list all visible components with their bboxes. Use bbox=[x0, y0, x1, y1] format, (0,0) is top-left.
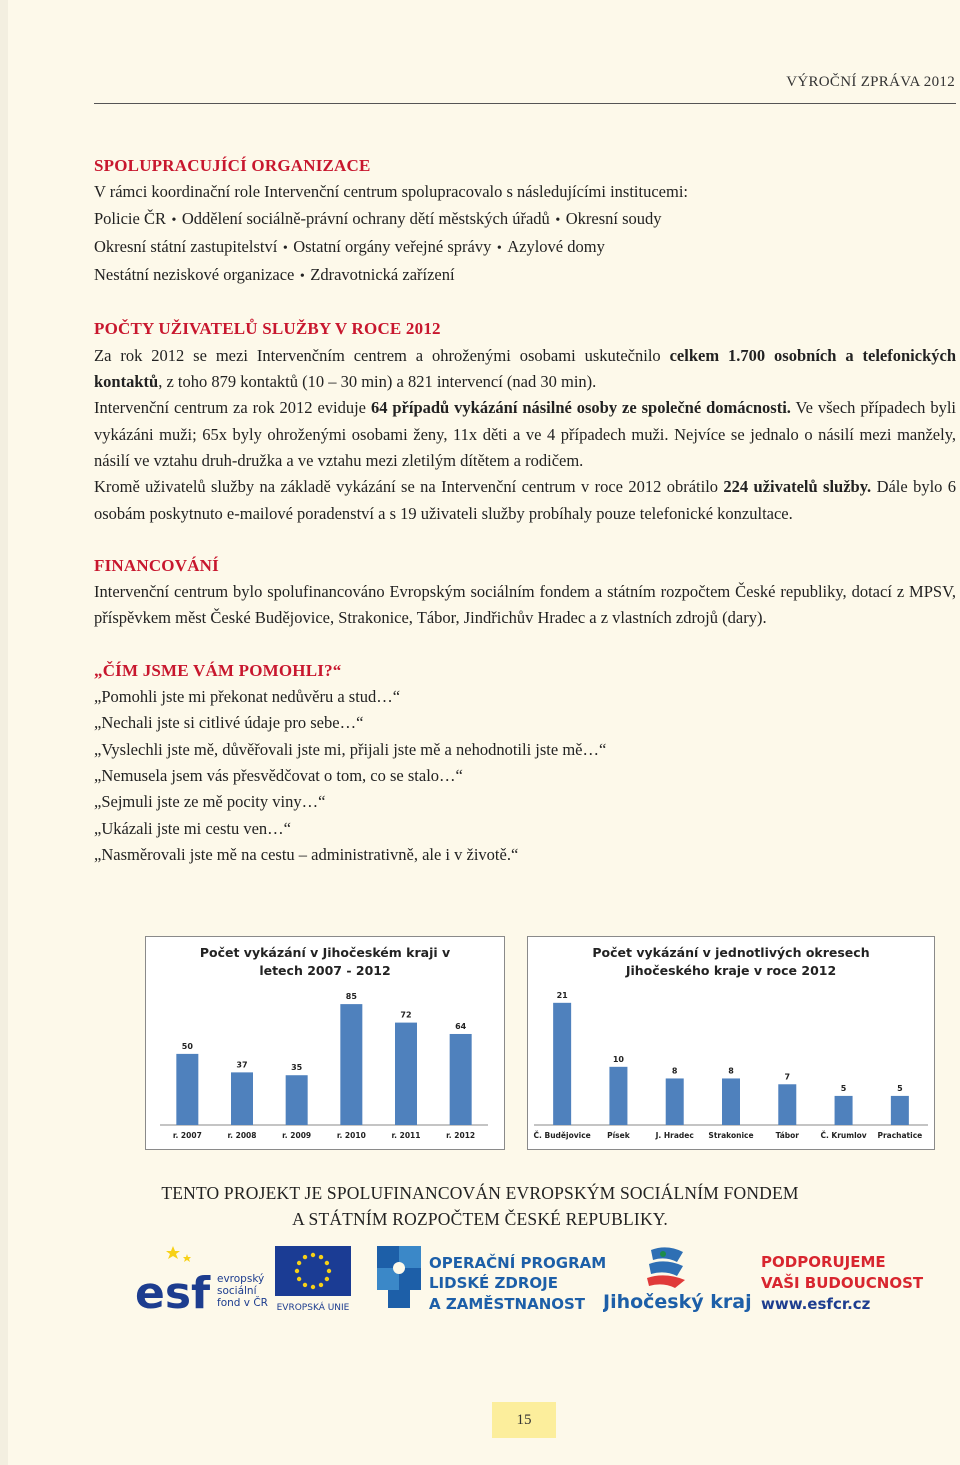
eu-star-icon bbox=[325, 1277, 329, 1281]
eu-star-icon bbox=[319, 1283, 323, 1287]
quote: „Nemusela jsem vás přesvědčovat o tom, co se stalo…“ bbox=[94, 765, 463, 785]
bar bbox=[286, 1075, 308, 1125]
esf-text: evropský bbox=[217, 1273, 265, 1285]
data-label: 50 bbox=[181, 1041, 193, 1051]
slogan-text: PODPORUJEME bbox=[761, 1253, 886, 1271]
eu-star-icon bbox=[327, 1269, 331, 1273]
main-content bbox=[94, 153, 956, 868]
bar bbox=[450, 1034, 472, 1125]
quote: „Nechali jste si citlivé údaje pro sebe…“ bbox=[94, 713, 364, 733]
page-number: 15 bbox=[492, 1402, 556, 1438]
op-text: LIDSKÉ ZDROJE bbox=[429, 1274, 558, 1292]
text-run: Dále bylo 6 osobám poskytnuto e-mailové poradenství a s 19 uživateli služby probíhaly pouze telefonické konzultace. bbox=[94, 477, 957, 523]
bar bbox=[722, 1078, 740, 1125]
partners-heading: SPOLUPRACUJÍCÍ ORGANIZACE bbox=[94, 156, 371, 175]
category-label: Č. Krumlov bbox=[820, 1131, 867, 1140]
category-label: Písek bbox=[607, 1131, 630, 1140]
data-label: 7 bbox=[784, 1072, 791, 1082]
data-label: 64 bbox=[455, 1021, 467, 1031]
partner-item: Policie ČR bbox=[94, 208, 166, 228]
category-label: Prachatice bbox=[877, 1131, 923, 1140]
bar bbox=[553, 1003, 571, 1125]
text-emphasis: 64 případů vykázání násilné osoby ze společné domácnosti. bbox=[370, 398, 791, 418]
page-edge bbox=[0, 0, 8, 1465]
data-label: 5 bbox=[897, 1083, 903, 1093]
category-label: r. 2008 bbox=[227, 1131, 257, 1140]
data-label: 85 bbox=[345, 992, 357, 1002]
eu-star-icon bbox=[303, 1255, 307, 1259]
users-paragraph-1 bbox=[94, 343, 956, 396]
partner-item: Azylové domy bbox=[507, 236, 605, 256]
text-run: Kromě uživatelů služby na základě vykázání se na Intervenční centrum v roce 2012 obrátilo bbox=[94, 477, 719, 497]
category-label: r. 2007 bbox=[172, 1131, 202, 1140]
partners-row bbox=[94, 234, 956, 262]
category-label: r. 2010 bbox=[336, 1131, 366, 1140]
chart-title: letech 2007 - 2012 bbox=[259, 963, 391, 978]
eu-logo bbox=[273, 1242, 355, 1314]
eu-star-icon bbox=[303, 1283, 307, 1287]
data-label: 35 bbox=[291, 1063, 303, 1073]
text-run: , z toho 879 kontaktů (10 – 30 min) a 821 intervencí (nad 30 min). bbox=[158, 372, 597, 392]
category-label: Strakonice bbox=[708, 1131, 754, 1140]
partners-row bbox=[94, 262, 956, 290]
data-label: 8 bbox=[671, 1066, 678, 1076]
users-paragraph-2 bbox=[94, 395, 956, 474]
text-run: Nejvíce se jednalo o násilí mezi manžely, násilí ve vztahu druh-družka a ve vztahu mezi zletilým dítětem a rodičem. bbox=[94, 424, 957, 470]
text-run: Intervenční centrum za rok 2012 eviduje bbox=[94, 398, 367, 418]
eu-star-icon bbox=[297, 1261, 301, 1265]
quote: „Sejmuli jste ze mě pocity viny…“ bbox=[94, 792, 326, 812]
chart-yearly-svg bbox=[146, 937, 504, 1149]
quote: „Vyslechli jste mě, důvěřovali jste mi, přijali jste mě a nehodnotili jste mě…“ bbox=[94, 739, 607, 759]
bar bbox=[609, 1067, 627, 1125]
star-icon bbox=[166, 1246, 191, 1262]
bar bbox=[176, 1054, 198, 1125]
puzzle-icon bbox=[377, 1246, 421, 1308]
text-emphasis: 224 uživatelů služby. bbox=[723, 477, 872, 497]
charts-row bbox=[145, 936, 935, 1152]
cofinancing-statement bbox=[0, 1180, 960, 1232]
users-heading: POČTY UŽIVATELŮ SLUŽBY V ROCE 2012 bbox=[94, 319, 441, 339]
kraj-text: Jihočeský kraj bbox=[603, 1291, 751, 1313]
op-lzz-graphic bbox=[375, 1242, 605, 1314]
esf-mark: esf bbox=[135, 1268, 211, 1314]
text-run: Ve všech případech byli vykázáni muži; 65x byly ohroženými osobami ženy, 11x děti a ve 4 případech muži. bbox=[94, 398, 956, 444]
eu-text: EVROPSKÁ UNIE bbox=[276, 1303, 350, 1313]
funding-text: Intervenční centrum bylo spolufinancováno Evropským sociálním fondem a státním rozpočtem České republiky, dotací z MPSV, příspěvkem měst České Budějovice, Strakonice, Tábor, Jindřichův Hradec a z vlastních zdrojů (dary). bbox=[94, 582, 956, 628]
category-label: Tábor bbox=[775, 1131, 800, 1140]
slogan-web: www.esfcr.cz bbox=[761, 1295, 871, 1313]
eu-star-icon bbox=[311, 1285, 315, 1289]
slogan-graphic bbox=[759, 1242, 925, 1314]
bullet-icon: • bbox=[167, 212, 180, 228]
op-lzz-logo bbox=[375, 1242, 605, 1314]
running-title: VÝROČNÍ ZPRÁVA 2012 bbox=[786, 74, 955, 90]
bullet-icon: • bbox=[493, 240, 506, 256]
esf-text: fond v ČR bbox=[217, 1297, 268, 1309]
jihocesky-kraj-graphic bbox=[603, 1242, 751, 1314]
bar bbox=[231, 1072, 253, 1125]
esf-text: sociální bbox=[217, 1285, 257, 1297]
chart-districts-svg bbox=[528, 937, 934, 1149]
slogan-logo bbox=[759, 1242, 925, 1314]
op-text: OPERAČNÍ PROGRAM bbox=[429, 1254, 605, 1272]
users-paragraph-3 bbox=[94, 474, 956, 527]
eu-star-icon bbox=[319, 1255, 323, 1259]
logo-strip bbox=[135, 1242, 925, 1317]
data-label: 8 bbox=[728, 1066, 734, 1076]
eu-flag-icon bbox=[273, 1242, 355, 1314]
partner-item: Okresní státní zastupitelství bbox=[94, 236, 278, 256]
cofinancing-line-2: A STÁTNÍM ROZPOČTEM ČESKÉ REPUBLIKY. bbox=[292, 1209, 668, 1229]
partners-row bbox=[94, 206, 956, 234]
category-label: r. 2011 bbox=[391, 1131, 421, 1140]
chart-yearly bbox=[145, 936, 505, 1150]
quote: „Nasměrovali jste mě na cestu – administrativně, ale i v životě.“ bbox=[94, 844, 519, 864]
bar bbox=[340, 1004, 362, 1125]
partner-item: Zdravotnická zařízení bbox=[310, 265, 455, 285]
chart-title: Počet vykázání v Jihočeském kraji v bbox=[199, 945, 451, 960]
data-label: 37 bbox=[236, 1060, 248, 1070]
data-label: 21 bbox=[556, 990, 568, 1000]
data-label: 72 bbox=[400, 1010, 412, 1020]
text-run: Za rok 2012 se mezi Intervenčním centrem a ohroženými osobami uskutečnilo bbox=[94, 345, 661, 365]
bar bbox=[778, 1084, 796, 1125]
partner-item: Oddělení sociálně-právní ochrany dětí městských úřadů bbox=[181, 208, 550, 228]
op-text: A ZAMĚSTNANOST bbox=[429, 1295, 586, 1313]
quote: „Pomohli jste mi překonat nedůvěru a stud…“ bbox=[94, 687, 401, 707]
partner-item: Nestátní neziskové organizace bbox=[94, 265, 295, 285]
esf-logo bbox=[135, 1242, 270, 1314]
chart-districts bbox=[527, 936, 935, 1150]
category-label: J. Hradec bbox=[655, 1131, 694, 1140]
help-heading: „ČÍM JSME VÁM POMOHLI?“ bbox=[94, 660, 342, 680]
bar bbox=[395, 1023, 417, 1125]
kraj-emblem-icon bbox=[647, 1247, 685, 1288]
data-label: 10 bbox=[612, 1054, 624, 1064]
eu-star-icon bbox=[325, 1261, 329, 1265]
chart-title: Počet vykázání v jednotlivých okresech bbox=[592, 945, 870, 960]
chart-title: Jihočeského kraje v roce 2012 bbox=[625, 963, 837, 978]
funding-heading: FINANCOVÁNÍ bbox=[94, 555, 219, 575]
partner-item: Ostatní orgány veřejné správy bbox=[293, 236, 492, 256]
eu-star-icon bbox=[295, 1269, 299, 1273]
quote: „Ukázali jste mi cestu ven…“ bbox=[94, 818, 292, 838]
category-label: r. 2009 bbox=[282, 1131, 312, 1140]
bullet-icon: • bbox=[296, 269, 309, 285]
slogan-text: VAŠI BUDOUCNOST bbox=[761, 1274, 924, 1292]
bar bbox=[891, 1096, 909, 1125]
category-label: Č. Budějovice bbox=[533, 1131, 591, 1140]
eu-star-icon bbox=[311, 1253, 315, 1257]
bullet-icon: • bbox=[551, 212, 564, 228]
partner-item: Okresní soudy bbox=[565, 208, 662, 228]
text-emphasis: celkem 1.700 osobních a telefonických kontaktů bbox=[94, 345, 956, 392]
esf-logo-graphic bbox=[135, 1242, 270, 1314]
bullet-icon: • bbox=[279, 240, 292, 256]
header-rule bbox=[94, 103, 956, 104]
data-label: 5 bbox=[840, 1083, 847, 1093]
category-label: r. 2012 bbox=[446, 1131, 476, 1140]
bar bbox=[666, 1078, 684, 1125]
eu-star-icon bbox=[297, 1277, 301, 1281]
partners-intro: V rámci koordinační role Intervenční centrum spolupracovalo s následujícími institucemi: bbox=[94, 182, 688, 202]
jihocesky-kraj-logo bbox=[603, 1242, 751, 1314]
bar bbox=[835, 1096, 853, 1125]
cofinancing-line-1: TENTO PROJEKT JE SPOLUFINANCOVÁN EVROPSKÝM SOCIÁLNÍM FONDEM bbox=[161, 1183, 799, 1203]
